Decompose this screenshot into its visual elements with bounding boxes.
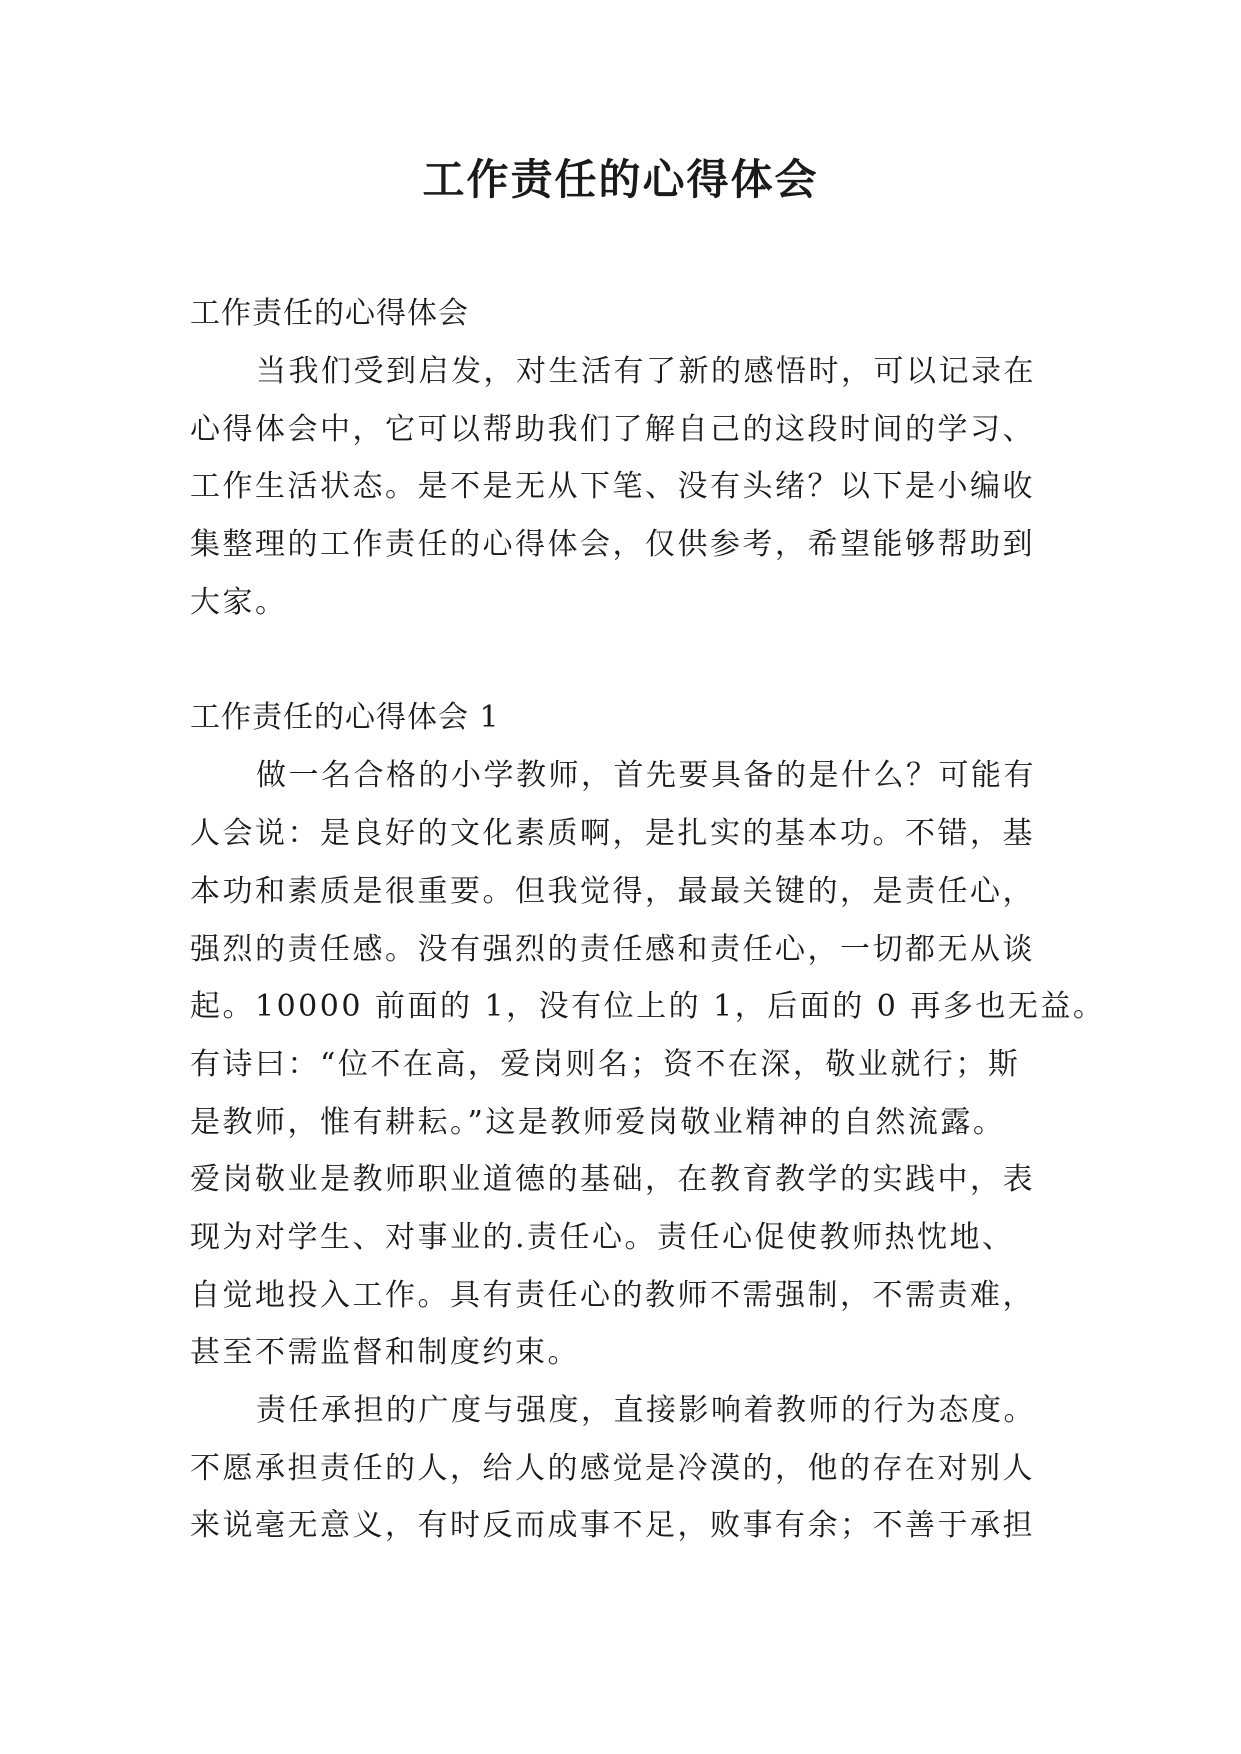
paragraph-line: 自觉地投入工作。具有责任心的教师不需强制，不需责难， bbox=[190, 1277, 1035, 1313]
paragraph-line: 有诗曰：“位不在高，爱岗则名；资不在深，敬业就行；斯 bbox=[190, 1046, 1021, 1082]
paragraph-line: 现为对学生、对事业的.责任心。责任心促使教师热忱地、 bbox=[190, 1219, 1015, 1255]
paragraph-line: 集整理的工作责任的心得体会，仅供参考，希望能够帮助到 bbox=[190, 527, 1035, 563]
paragraph-line: 甚至不需监督和制度约束。 bbox=[190, 1335, 580, 1371]
paragraph-line: 人会说：是良好的文化素质啊，是扎实的基本功。不错，基 bbox=[190, 816, 1035, 852]
section-heading: 工作责任的心得体会 1 bbox=[190, 700, 500, 736]
paragraph-line: 来说毫无意义，有时反而成事不足，败事有余；不善于承担 bbox=[190, 1508, 1035, 1544]
paragraph-line: 本功和素质是很重要。但我觉得，最最关键的，是责任心， bbox=[190, 873, 1035, 909]
document-body bbox=[190, 285, 1106, 1555]
section1-paragraph-2 bbox=[190, 1382, 1060, 1555]
intro-paragraph bbox=[190, 343, 1060, 631]
paragraph-line: 当我们受到启发，对生活有了新的感悟时，可以记录在 bbox=[256, 354, 1036, 389]
paragraph-line: 心得体会中，它可以帮助我们了解自己的这段时间的学习、 bbox=[190, 411, 1035, 447]
subtitle: 工作责任的心得体会 bbox=[190, 296, 469, 331]
paragraph-line: 责任承担的广度与强度，直接影响着教师的行为态度。 bbox=[256, 1393, 1036, 1428]
paragraph-line: 工作生活状态。是不是无从下笔、没有头绪？以下是小编收 bbox=[190, 469, 1035, 505]
paragraph-line: 大家。 bbox=[190, 584, 288, 620]
paragraph-line: 是教师，惟有耕耘。”这是教师爱岗敬业精神的自然流露。 bbox=[190, 1104, 1006, 1140]
paragraph-line: 不愿承担责任的人，给人的感觉是冷漠的，他的存在对别人 bbox=[190, 1450, 1035, 1486]
section1-paragraph-1 bbox=[190, 747, 1106, 1382]
paragraph-line: 做一名合格的小学教师，首先要具备的是什么？可能有 bbox=[256, 758, 1036, 794]
paragraph-line: 强烈的责任感。没有强烈的责任感和责任心，一切都无从谈 bbox=[190, 931, 1035, 967]
section-spacer bbox=[190, 631, 1060, 689]
paragraph-line: 爱岗敬业是教师职业道德的基础，在教育教学的实践中，表 bbox=[190, 1162, 1035, 1198]
paragraph-line: 起。10000 前面的 1，没有位上的 1，后面的 0 再多也无益。 bbox=[190, 989, 1106, 1025]
document-title: 工作责任的心得体会 bbox=[422, 155, 819, 204]
